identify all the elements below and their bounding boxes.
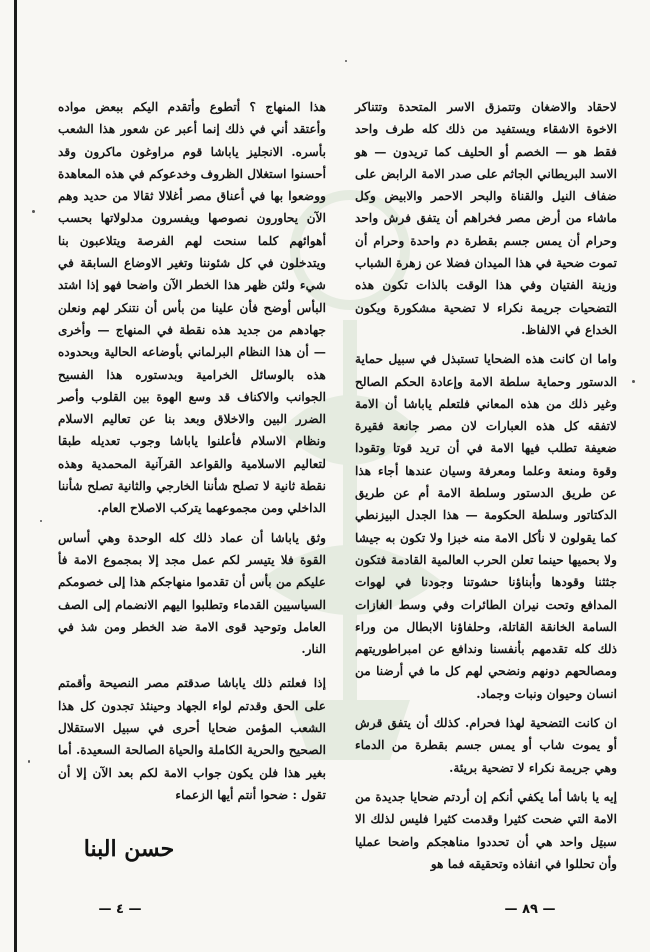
page-border [14,0,17,952]
author-signature: حسن البنا [83,836,175,862]
paragraph: إيه يا باشا أما يكفي أنكم إن أردتم ضحايا جديدة من الامة التي ضحت كثيرا وقدمت كثيرا فليس لذلك الا سبيل واحد هي أن تحددوا مناهجكم واضحا عمليا وأن تحللوا في انفاذه وتحقيقه فما هو [355,789,617,871]
paragraph: هذا المنهاج ؟ أتطوع وأتقدم اليكم ببعض مواده وأعتقد أني في ذلك إنما أعبر عن شعور هذا الشعب بأسره. الانجليز ياباشا قوم مراوغون ماكرون وقد أحسنوا استغلال الظروف وخدعوكم في هذه المعاهدة ووضعوا بها في أعناق مصر أغلالا ثقالا من حديد وهم الآن يحاورون نصوصها ويفسرون مدلولاتها بحسب أهوائهم كلما سنحت لهم الفرصة ويتلاعبون بنا ويتدخلون في كل شئوننا وتغير الاوضاع السابقة في شيء ولئن ظهر هذا الخطر الآن واضحا فهو إذا اشتد البأس أوضح فأن علينا من بأس أن نتنكر لهم ونعلن جهادهم من جديد هذه نقطة في المنهاج — وأخرى — أن هذا النظام البرلماني بأوضاعه الحالية وبحدوده هذه بالوسائل الخرامية وبدستوره هذا الفسيح الجوانب والاكناف قد وسع الهوة بين القلوب وأصر الضرر البين والاخلاق وبعد بنا عن تعاليم الاسلام ونظام الاسلام فأعلنوا ياباشا وجوب تعديله طبقا لتعاليم الاسلامية والقواعد القرآنية المحمدية وهذه نقطة ثانية لا تصلح شأننا الخارجي والثانية تصلح شأننا الداخلي ومن مجموعهما يتركب الاصلاح العام. [58,100,326,516]
right-text-column [355,96,617,882]
paragraph: إذا فعلتم ذلك ياباشا صدقتم مصر النصيحة وأقمتم على الحق وقدتم لواء الجهاد وحينئذ تجدون كل هذا الشعب المؤمن ضحايا أحرى في سبيل الاستقلال الصحيح والحرية الكاملة والحياة الصالحة السعيدة. أما بغير هذا فلن يكون جواب الامة لكم بعد الآن إلا أن تقول : ضحوا أنتم أيها الزعماء [58,676,326,802]
paragraph: وثق ياباشا أن عماد ذلك كله الوحدة وهي أساس القوة فلا يتيسر لكم عمل مجد إلا بمجموع الامة فأ عليكم من بأس أن تقدموا منهاجكم هذا إلى خصومكم السياسيين القدماء وتطلبوا اليهم الانضمام إلى الصف العامل وتوحيد قوى الامة ضد الخطر ومن شذ في النار. [58,530,326,657]
scan-speck [28,760,30,763]
scan-speck [632,380,635,383]
scan-speck [345,60,347,62]
paragraph: واما ان كانت هذه الضحايا تستبذل في سبيل حماية الدستور وحماية سلطة الامة وإعادة الحكم الصالح وغير ذلك من هذه المعاني فلتعلم ياباشا أن الامة لاتفقه كل هذه العبارات لان مصر جانعة فقيرة ضعيفة تطلب فيها الامة في أن تريد قوتا وتقودا وقوة ومنعة وعلما ومعرفة وسيان عندها أجاء هذا عن طريق الدستور وسلطة الامة أم عن طريق الدكتاتور وسلطة الحكومة — هذا الجدل البيزنطي كما يقولون لا نأكل الامة منه خبزا ولا تكون به جيشا ولا بحميها حينما تعلن الحرب العالمية القادمة فتكون جثثنا وقودها وأبناؤنا حشوتنا وجودنا في لهوات المدافع وتحت نيران الطائرات وفي وسط الغازات السامة الخانقة القاتلة، وحلفاؤنا الابطال من وراء ذلك كله تقدمهم بأنفسنا وندافع عن امبراطوريتهم ومصالحهم دونهم ونضحي لهم كل ما في أرضنا من انسان وحيوان ونبات وجماد. [355,352,617,701]
scan-speck [40,520,42,522]
page-number-right: — ٨٩ — [504,902,556,917]
page-number-left: — ٤ — [98,902,142,917]
left-text-column [58,96,326,813]
scan-speck [32,210,35,213]
paragraph: لاحقاد والاضغان وتتمزق الاسر المتحدة وتتناكر الاخوة الاشقاء ويستفيد من ذلك كله طرف واحد فقط هو — الخصم أو الحليف كما تريدون — هو الاسد البريطاني الجاثم على صدر الامة الرابض على ضفاف النيل والقناة والبحر الاحمر والابيض وكل ماشاء من أرض مصر فخراهم أن يتفق فرش واحد وحرام أن يمس جسم بقطرة دم واحدة وحرام أن تموت ضحية في هذا الميدان فضلا عن زهرة الشباب وزينة الفتيان وفي هذا الوقت بالذات تكون هذه التضحيات جريمة نكراء لا تضحية مشكورة ويكون الخداع في الالفاظ. [355,100,617,337]
paragraph: ان كانت التضحية لهذا فحرام. كذلك أن يتفق قرش أو يموت شاب أو يمس جسم بقطرة من الدماء وهي جريمة نكراء لا تضحية بريئة. [355,716,617,775]
